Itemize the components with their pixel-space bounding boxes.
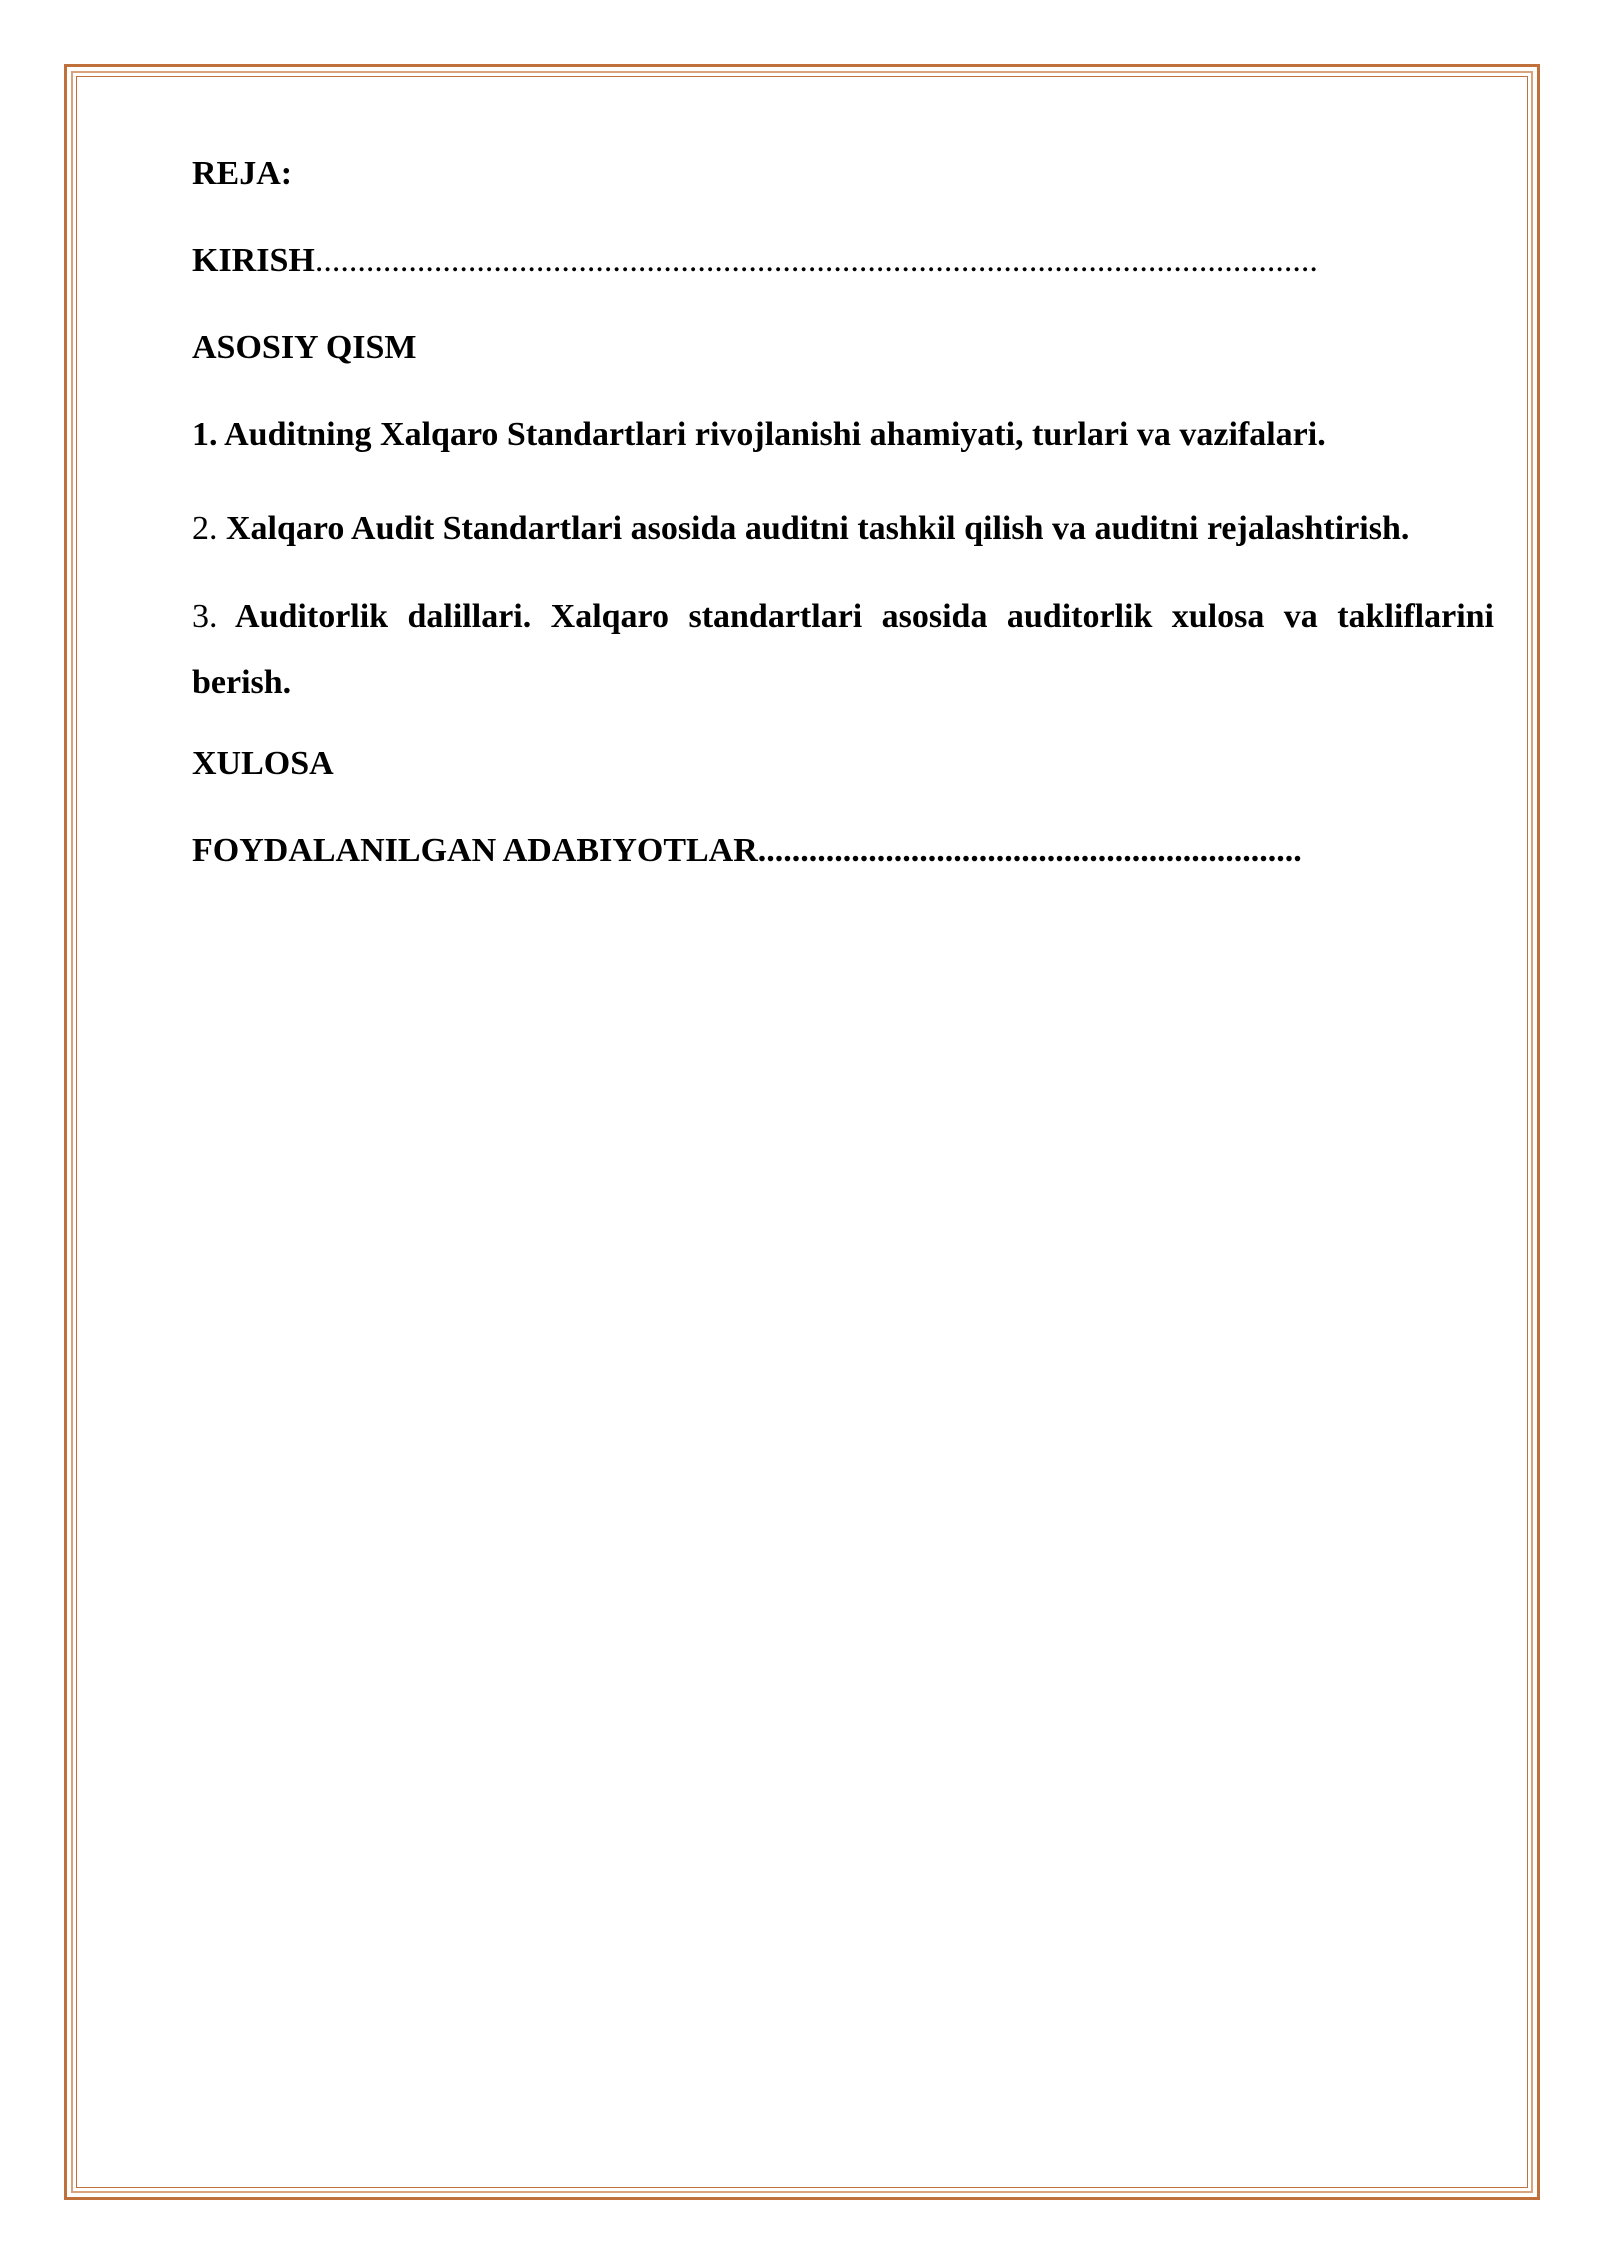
toc-item-2-text: Xalqaro Audit Standartlari asosida auditni tashkil qilish va auditni rejalashtirish. [226, 510, 1410, 547]
toc-intro-dots: ...................................................................................................................... [314, 242, 1318, 279]
toc-item-3-text: Auditorlik dalillari. Xalqaro standartlari asosida auditorlik xulosa va takliflarini berish. [192, 598, 1494, 701]
toc-conclusion: XULOSA [192, 745, 334, 782]
toc-item-2-number: 2. [192, 510, 218, 547]
toc-item-1: 1. Auditning Xalqaro Standartlari rivojlanishi ahamiyati, turlari va vazifalari. [192, 416, 1326, 453]
toc-item-3 [192, 584, 1494, 716]
toc-references [192, 825, 1494, 877]
toc-intro-label: KIRISH [192, 242, 315, 279]
document-content [192, 148, 1494, 912]
toc-intro [192, 235, 1494, 287]
toc-item-2 [192, 496, 1494, 562]
toc-references-label: FOYDALANILGAN ADABIYOTLAR [192, 832, 758, 869]
plan-heading: REJA: [192, 155, 293, 192]
toc-references-dots: ................................................................ [757, 832, 1302, 869]
toc-item-3-number: 3. [192, 598, 218, 635]
toc-main-part: ASOSIY QISM [192, 329, 417, 366]
